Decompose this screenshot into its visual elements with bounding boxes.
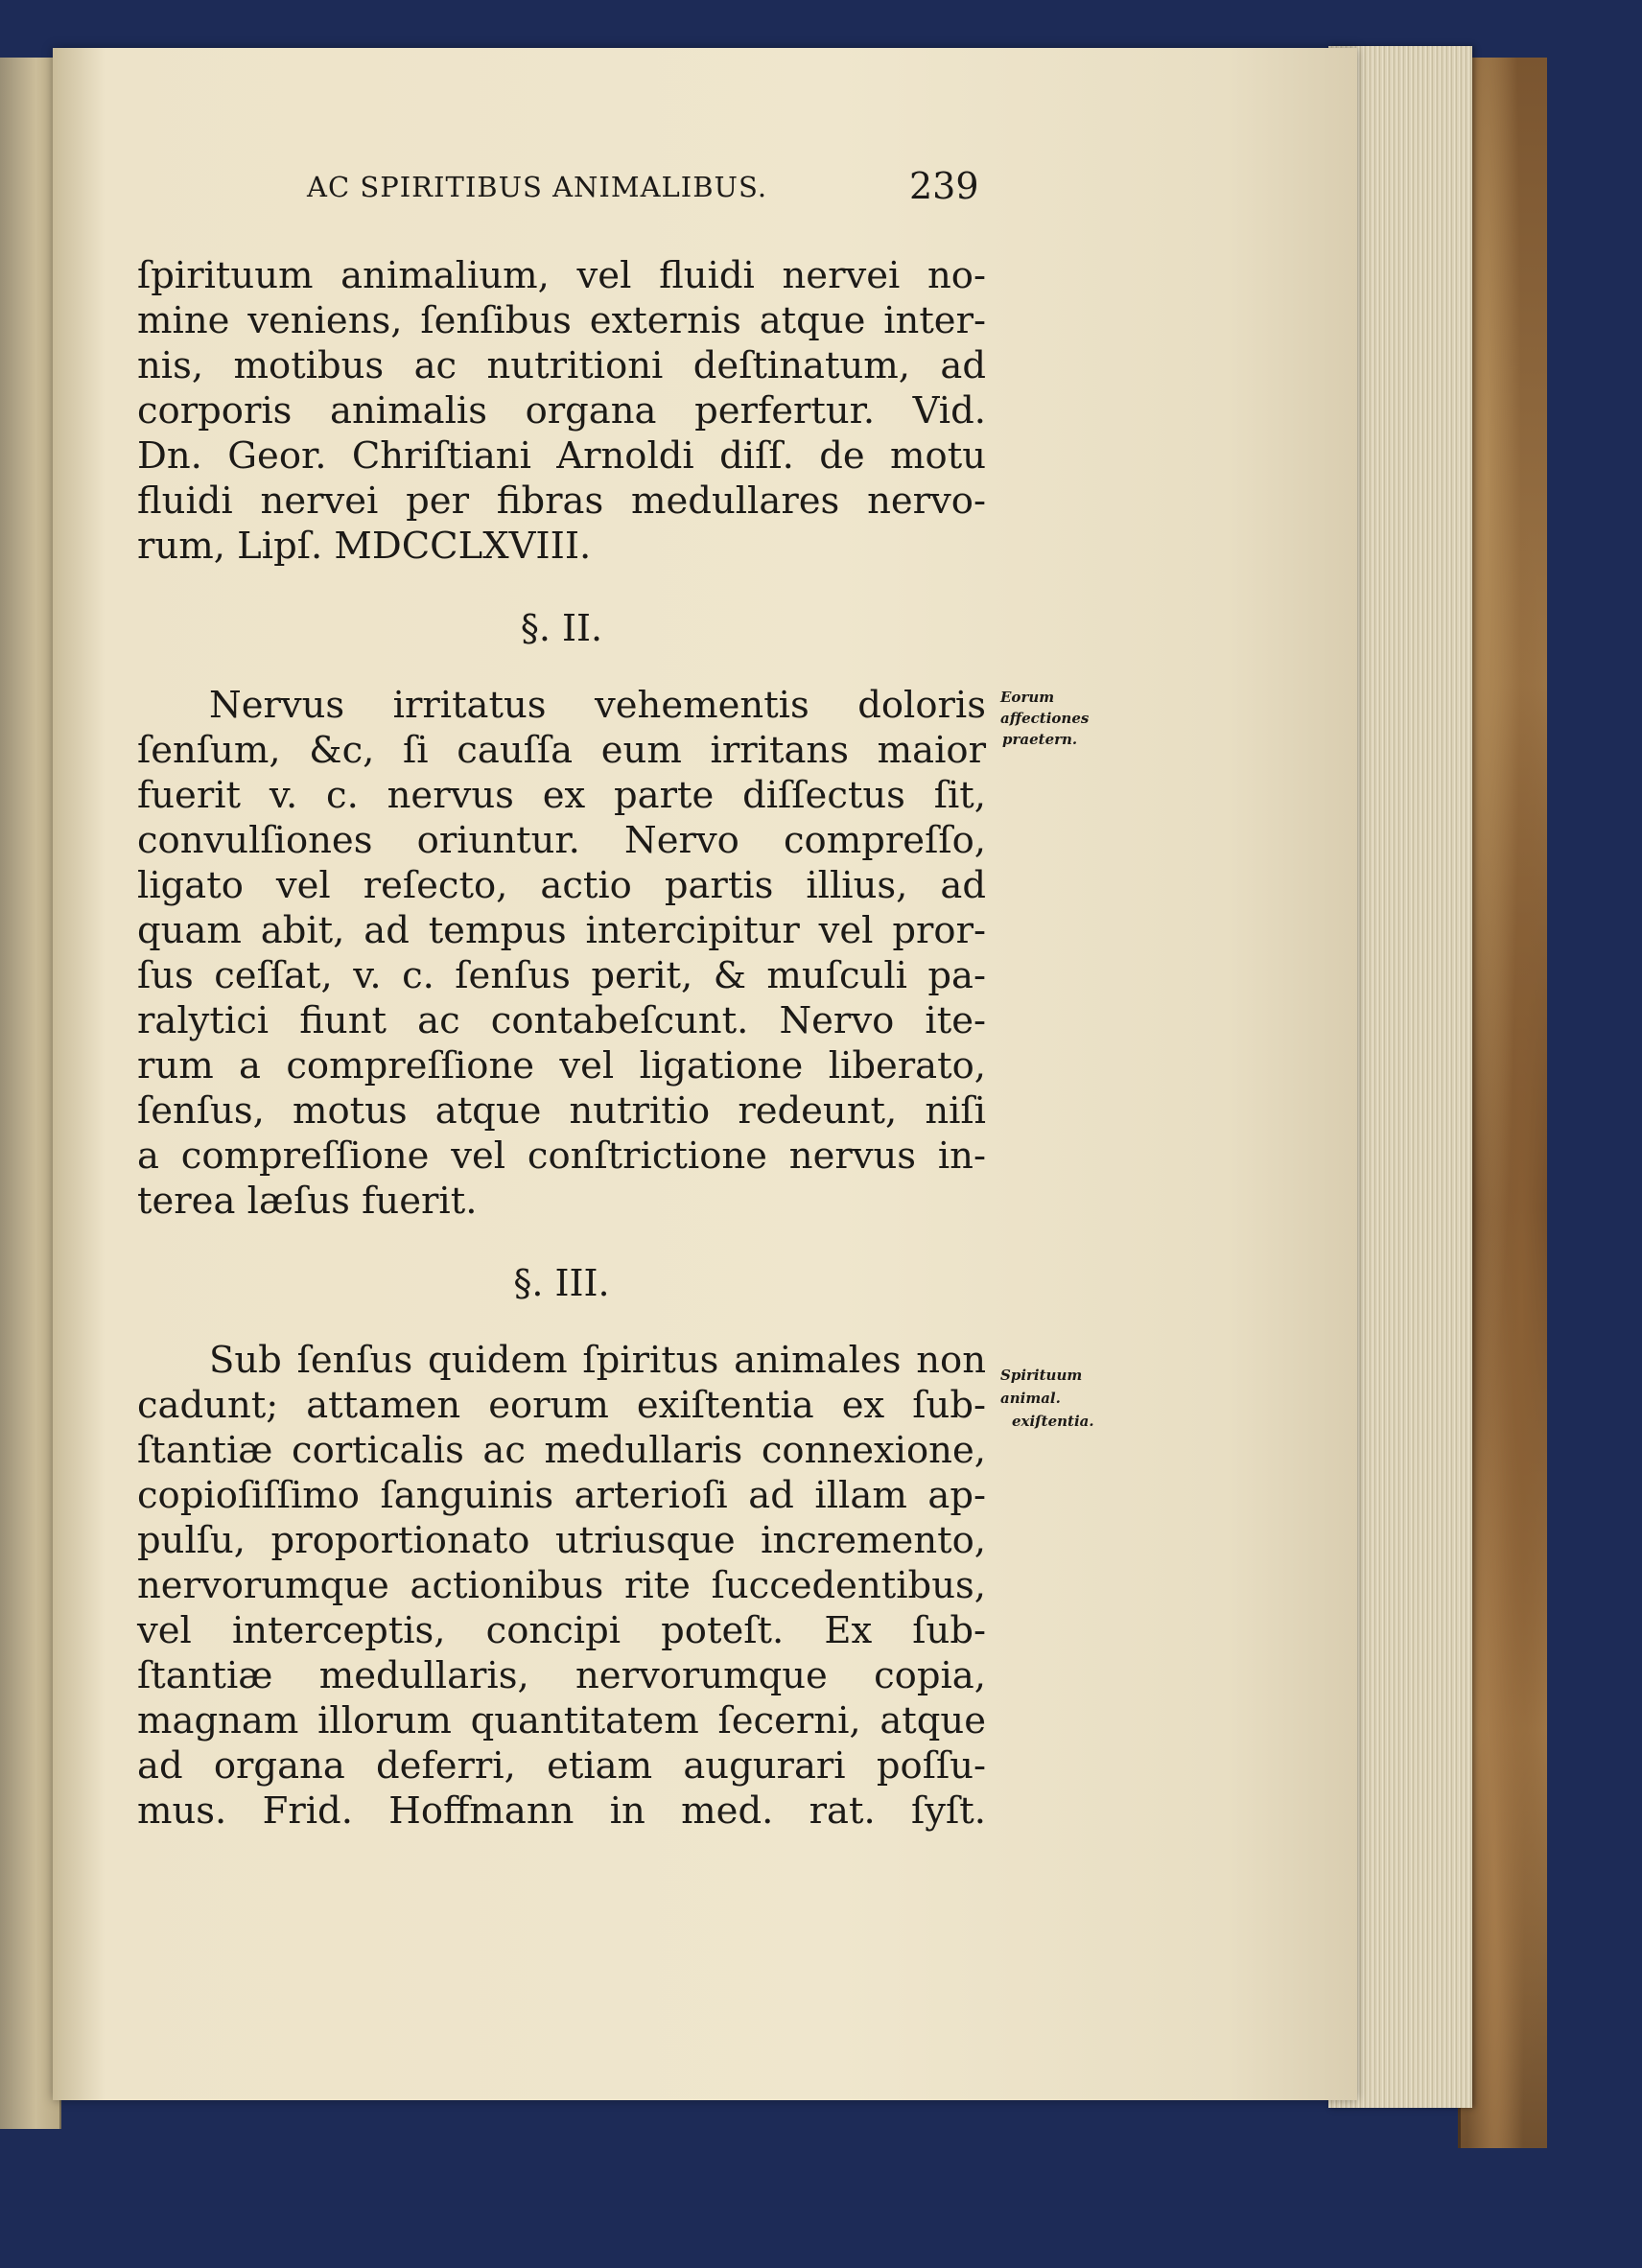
margin-note-affectiones: Eorum affectiones praetern. <box>1000 689 1090 748</box>
text-line: vel interceptis, concipi poteſt. Ex ſub- <box>137 1609 986 1652</box>
section-heading-3: §. III. <box>513 1262 610 1304</box>
text-line: magnam illorum quantitatem ſecerni, atque <box>137 1699 986 1742</box>
text-line: ſtantiæ medullaris, nervorumque copia, <box>137 1654 986 1697</box>
text-line: fuerit v. c. nervus ex parte diſſectus ſit, <box>137 774 986 817</box>
text-line: mine veniens, ſenſibus externis atque inter- <box>137 299 986 342</box>
text-line: ad organa deferri, etiam augurari poſſu- <box>137 1744 986 1788</box>
text-line: nis, motibus ac nutritioni deſtinatum, ad <box>137 344 986 387</box>
text-line: quam abit, ad tempus intercipitur vel pror- <box>137 909 986 952</box>
running-head: AC SPIRITIBUS ANIMALIBUS. <box>307 171 768 203</box>
text-line: nervorumque actionibus rite ſuccedentibus, <box>137 1564 986 1607</box>
text-line: mus. Frid. Hoffmann in med. rat. ſyſt. <box>137 1789 986 1833</box>
text-line: copioſiſſimo ſanguinis arterioſi ad illam ap- <box>137 1474 986 1517</box>
text-line: ſenſum, &c, ſi cauſſa eum irritans maior <box>137 729 986 772</box>
section-heading-2: §. II. <box>520 607 603 649</box>
text-line: ſus ceſſat, v. c. ſenſus perit, & muſculi pa- <box>137 954 986 997</box>
text-line: convulſiones oriuntur. Nervo compreſſo, <box>137 819 986 862</box>
text-line: Dn. Geor. Chriſtiani Arnoldi diſſ. de motu <box>137 434 986 478</box>
text-line: rum, Lipſ. MDCCLXVIII. <box>137 525 592 568</box>
text-line: pulſu, proportionato utriusque incremento, <box>137 1519 986 1562</box>
margin-note-existentia: Spirituum animal. exiſtentia. <box>1000 1367 1094 1430</box>
text-line: rum a compreſſione vel ligatione liberato, <box>137 1044 986 1087</box>
text-line: Sub ſenſus quidem ſpiritus animales non <box>209 1339 986 1382</box>
text-line: cadunt; attamen eorum exiſtentia ex ſub- <box>137 1384 986 1427</box>
page-number: 239 <box>909 165 979 207</box>
text-line: corporis animalis organa perfertur. Vid. <box>137 389 986 433</box>
text-line: Nervus irritatus vehementis doloris <box>209 684 986 727</box>
text-line: ralytici fiunt ac contabeſcunt. Nervo ite- <box>137 999 986 1042</box>
text-line: ſpirituum animalium, vel fluidi nervei no- <box>137 254 986 297</box>
text-line: terea læſus fuerit. <box>137 1180 478 1223</box>
text-line: fluidi nervei per fibras medullares nervo- <box>137 479 986 523</box>
text-line: a compreſſione vel conſtrictione nervus in- <box>137 1134 986 1178</box>
text-line: ſtantiæ corticalis ac medullaris connexione, <box>137 1429 986 1472</box>
text-line: ligato vel reſecto, actio partis illius, ad <box>137 864 986 907</box>
text-line: ſenſus, motus atque nutritio redeunt, niſi <box>137 1089 986 1133</box>
